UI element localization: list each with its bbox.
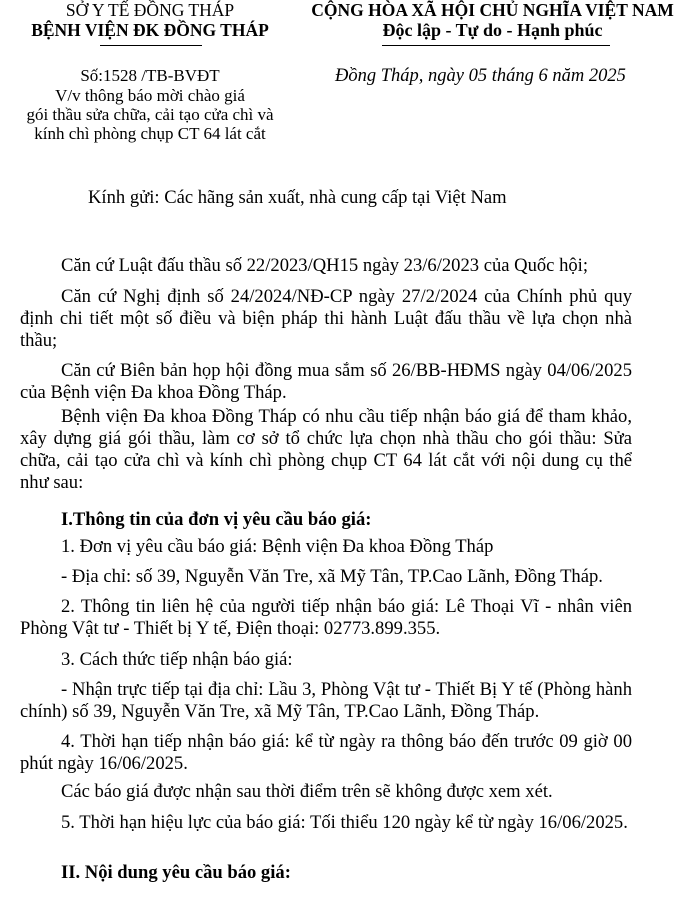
subject-line-1: V/v thông báo mời chào giá (55, 86, 245, 105)
national-motto: Độc lập - Tự do - Hạnh phúc (382, 20, 603, 40)
national-title: CỘNG HÒA XÃ HỘI CHỦ NGHĨA VIỆT NAM (311, 0, 674, 20)
issuing-authority: SỞ Y TẾ ĐỒNG THÁP (65, 0, 235, 20)
item-3-detail: - Nhận trực tiếp tại địa chỉ: Lầu 3, Phòng Vật tư - Thiết Bị Y tế (Phòng hành chính) số 39, Nguyễn Văn Tre, xã Mỹ Tân, TP.Cao Lãnh, Đồng Tháp. (20, 679, 632, 722)
hospital-name: BỆNH VIỆN ĐK ĐỒNG THÁP (31, 20, 269, 40)
item-3: 3. Cách thức tiếp nhận báo giá: (61, 649, 293, 670)
recipient-line: Kính gửi: Các hãng sản xuất, nhà cung cấp tại Việt Nam (88, 187, 507, 208)
document-number: Số:1528 /TB-BVĐT (80, 66, 220, 85)
section-2-heading: II. Nội dung yêu cầu báo giá: (61, 862, 291, 883)
legal-basis-3: Căn cứ Biên bản họp hội đồng mua sắm số 26/BB-HĐMS ngày 04/06/2025 của Bệnh viện Đa khoa Đồng Tháp. (20, 360, 632, 403)
item-4: 4. Thời hạn tiếp nhận báo giá: kể từ ngày ra thông báo đến trước 09 giờ 00 phút ngày 16/06/2025. (20, 731, 632, 774)
legal-basis-1: Căn cứ Luật đấu thầu số 22/2023/QH15 ngày 23/6/2023 của Quốc hội; (61, 255, 588, 276)
item-5: 5. Thời hạn hiệu lực của báo giá: Tối thiểu 120 ngày kể từ ngày 16/06/2025. (61, 812, 628, 833)
header-right-underline (382, 45, 610, 46)
item-4-note: Các báo giá được nhận sau thời điểm trên sẽ không được xem xét. (61, 781, 553, 802)
subject-line-2: gói thầu sửa chữa, cải tạo cửa chì và (26, 105, 274, 124)
item-2: 2. Thông tin liên hệ của người tiếp nhận báo giá: Lê Thoại Vĩ - nhân viên Phòng Vật tư - Thiết bị Y tế, Điện thoại: 02773.899.355. (20, 596, 632, 639)
legal-basis-2: Căn cứ Nghị định số 24/2024/NĐ-CP ngày 27/2/2024 của Chính phủ quy định chi tiết một số điều và biện pháp thi hành Luật đấu thầu về lựa chọn nhà thầu; (20, 286, 632, 351)
request-intro: Bệnh viện Đa khoa Đồng Tháp có nhu cầu tiếp nhận báo giá để tham khảo, xây dựng giá gói thầu, làm cơ sở tổ chức lựa chọn nhà thầu cho gói thầu: Sửa chữa, cải tạo cửa chì và kính chì phòng chụp CT 64 lát cắt với nội dung cụ thể như sau: (20, 406, 632, 493)
date-line: Đồng Tháp, ngày 05 tháng 6 năm 2025 (335, 66, 626, 86)
item-1: 1. Đơn vị yêu cầu báo giá: Bệnh viện Đa khoa Đồng Tháp (61, 536, 494, 557)
subject-line-3: kính chì phòng chụp CT 64 lát cắt (34, 124, 266, 143)
header-left-underline (100, 45, 202, 46)
item-1-address: - Địa chỉ: số 39, Nguyễn Văn Tre, xã Mỹ Tân, TP.Cao Lãnh, Đồng Tháp. (61, 566, 603, 587)
section-1-heading: I.Thông tin của đơn vị yêu cầu báo giá: (61, 509, 372, 530)
